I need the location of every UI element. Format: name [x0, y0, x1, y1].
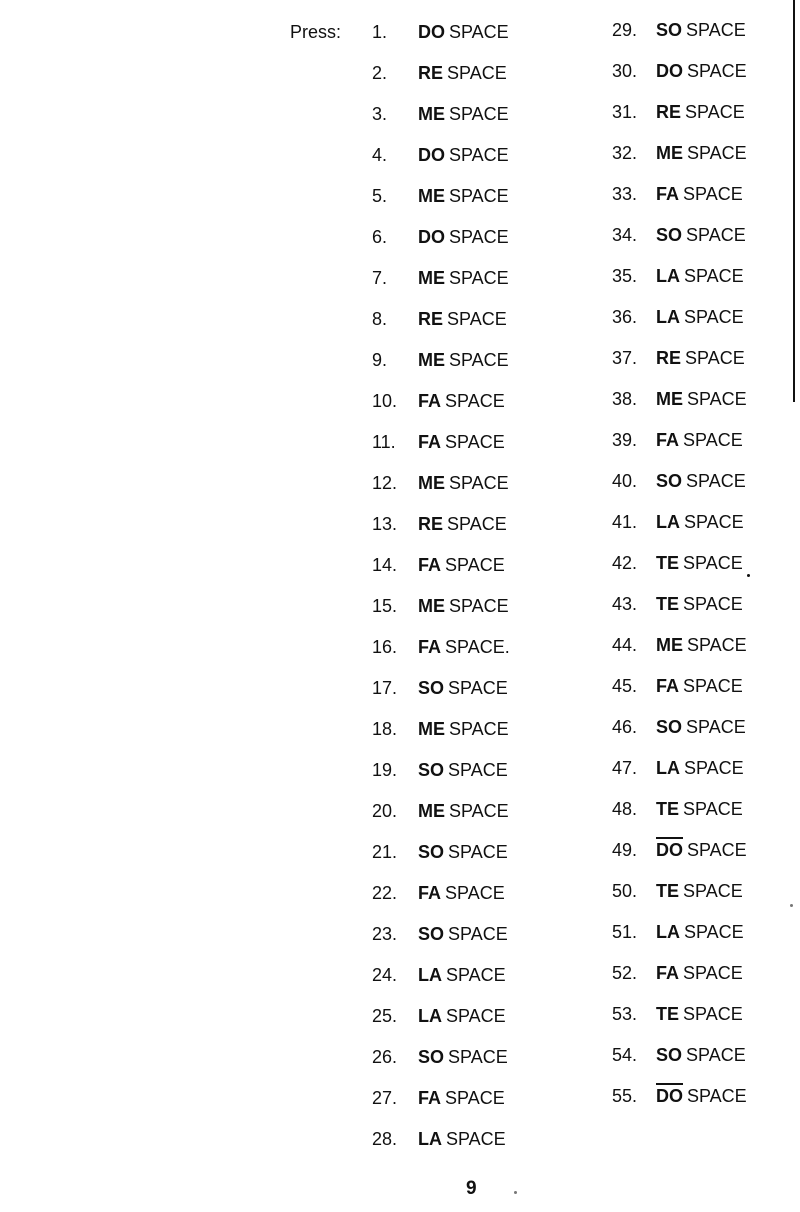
note-name: SO: [418, 1047, 445, 1067]
key-instruction: SPACE: [446, 1006, 506, 1026]
step-number: 55.: [612, 1086, 638, 1106]
step-number: 17.: [372, 678, 398, 698]
note-step: [612, 922, 747, 963]
key-instruction: SPACE: [449, 350, 509, 370]
note-name: ME: [418, 719, 445, 739]
key-instruction: SPACE: [686, 717, 746, 737]
note-name: SO: [418, 678, 445, 698]
note-name-high: DO: [656, 840, 683, 860]
step-number: 29.: [612, 20, 638, 40]
note-name: SO: [656, 1045, 683, 1065]
note-step: [612, 307, 747, 348]
key-instruction: SPACE: [687, 389, 747, 409]
step-number: 19.: [372, 760, 398, 780]
step-number: 34.: [612, 225, 638, 245]
note-step: [612, 61, 747, 102]
note-name: RE: [418, 309, 444, 329]
note-step: [372, 883, 510, 924]
note-name: RE: [656, 348, 682, 368]
step-number: 7.: [372, 268, 388, 288]
note-step: [372, 350, 510, 391]
key-instruction: SPACE: [684, 512, 744, 532]
note-name: RE: [418, 63, 444, 83]
note-name: FA: [418, 391, 442, 411]
note-name: FA: [418, 555, 442, 575]
note-step: [372, 801, 510, 842]
key-instruction: SPACE: [683, 676, 743, 696]
note-step: [612, 184, 747, 225]
step-number: 53.: [612, 1004, 638, 1024]
note-name: LA: [418, 965, 442, 985]
speck-mark: [514, 1191, 517, 1194]
key-instruction: SPACE: [445, 883, 505, 903]
note-name: LA: [656, 922, 680, 942]
step-number: 18.: [372, 719, 398, 739]
key-instruction: SPACE: [687, 635, 747, 655]
key-instruction: SPACE: [686, 225, 746, 245]
key-instruction: SPACE: [449, 22, 509, 42]
step-number: 50.: [612, 881, 638, 901]
note-name: TE: [656, 1004, 680, 1024]
note-step: [612, 758, 747, 799]
key-instruction: SPACE: [446, 1129, 506, 1149]
key-instruction: SPACE: [687, 1086, 747, 1106]
note-name: ME: [418, 473, 445, 493]
step-number: 52.: [612, 963, 638, 983]
note-step: [372, 63, 510, 104]
step-number: 24.: [372, 965, 398, 985]
note-step: [372, 596, 510, 637]
key-instruction: SPACE: [686, 1045, 746, 1065]
key-instruction: SPACE: [683, 1004, 743, 1024]
note-name: FA: [656, 676, 680, 696]
key-instruction: SPACE: [445, 1088, 505, 1108]
step-number: 21.: [372, 842, 398, 862]
note-step: [372, 965, 510, 1006]
note-name: DO: [418, 22, 445, 42]
note-name: SO: [418, 842, 445, 862]
note-step: [612, 430, 747, 471]
key-instruction: SPACE: [687, 840, 747, 860]
note-name: FA: [418, 637, 442, 657]
step-number: 23.: [372, 924, 398, 944]
note-step: [372, 432, 510, 473]
key-instruction: SPACE: [445, 555, 505, 575]
step-number: 28.: [372, 1129, 398, 1149]
step-number: 14.: [372, 555, 398, 575]
note-name: ME: [418, 350, 445, 370]
note-name: FA: [418, 1088, 442, 1108]
note-step: [372, 1088, 510, 1129]
key-instruction: SPACE: [684, 922, 744, 942]
note-step: [612, 1004, 747, 1045]
note-step: [612, 963, 747, 1004]
step-number: 22.: [372, 883, 398, 903]
key-instruction: SPACE: [683, 553, 743, 573]
note-step: [612, 799, 747, 840]
note-step: [612, 389, 747, 430]
step-number: 15.: [372, 596, 398, 616]
step-number: 12.: [372, 473, 398, 493]
step-number: 25.: [372, 1006, 398, 1026]
note-name: ME: [656, 635, 683, 655]
note-name: SO: [656, 717, 683, 737]
note-step: [372, 186, 510, 227]
note-name-high: DO: [656, 1086, 683, 1106]
key-instruction: SPACE: [448, 678, 508, 698]
step-number: 3.: [372, 104, 388, 124]
key-instruction: SPACE: [684, 307, 744, 327]
note-step: [372, 309, 510, 350]
note-step: [612, 881, 747, 922]
key-instruction: SPACE: [683, 881, 743, 901]
key-instruction: SPACE.: [445, 637, 510, 657]
note-step: [612, 676, 747, 717]
key-instruction: SPACE: [687, 61, 747, 81]
step-number: 30.: [612, 61, 638, 81]
note-name: TE: [656, 553, 680, 573]
key-instruction: SPACE: [449, 227, 509, 247]
note-step: [372, 104, 510, 145]
note-name: DO: [418, 145, 445, 165]
note-name: LA: [656, 758, 680, 778]
note-name: DO: [418, 227, 445, 247]
note-name: TE: [656, 881, 680, 901]
step-number: 5.: [372, 186, 388, 206]
press-label: Press:: [290, 22, 342, 42]
note-step: [372, 1006, 510, 1047]
key-instruction: SPACE: [445, 432, 505, 452]
step-number: 26.: [372, 1047, 398, 1067]
note-name: LA: [656, 512, 680, 532]
note-step: [372, 678, 510, 719]
note-step: [612, 594, 747, 635]
note-name: RE: [418, 514, 444, 534]
key-instruction: SPACE: [448, 760, 508, 780]
note-name: SO: [656, 20, 683, 40]
note-step: [372, 555, 510, 596]
step-number: 48.: [612, 799, 638, 819]
note-name: FA: [418, 432, 442, 452]
left-note-column: [372, 22, 510, 1170]
step-number: 13.: [372, 514, 398, 534]
step-number: 32.: [612, 143, 638, 163]
note-name: RE: [656, 102, 682, 122]
key-instruction: SPACE: [448, 924, 508, 944]
note-name: SO: [418, 924, 445, 944]
note-name: DO: [656, 61, 683, 81]
note-name: ME: [418, 104, 445, 124]
step-number: 10.: [372, 391, 398, 411]
step-number: 8.: [372, 309, 388, 329]
note-name: LA: [656, 307, 680, 327]
note-name: LA: [418, 1006, 442, 1026]
note-name: FA: [418, 883, 442, 903]
step-number: 41.: [612, 512, 638, 532]
speck-mark: [747, 574, 750, 577]
step-number: 44.: [612, 635, 638, 655]
note-step: [372, 924, 510, 965]
note-step: [372, 719, 510, 760]
key-instruction: SPACE: [449, 596, 509, 616]
key-instruction: SPACE: [449, 186, 509, 206]
step-number: 4.: [372, 145, 388, 165]
step-number: 1.: [372, 22, 388, 42]
note-step: [372, 22, 510, 63]
key-instruction: SPACE: [447, 309, 507, 329]
right-note-column: [612, 20, 747, 1127]
step-number: 42.: [612, 553, 638, 573]
key-instruction: SPACE: [449, 801, 509, 821]
step-number: 45.: [612, 676, 638, 696]
note-name: SO: [656, 471, 683, 491]
note-step: [612, 471, 747, 512]
note-step: [612, 1045, 747, 1086]
note-name: LA: [418, 1129, 442, 1149]
note-step: [612, 553, 747, 594]
key-instruction: SPACE: [448, 842, 508, 862]
step-number: 9.: [372, 350, 388, 370]
note-name: ME: [418, 596, 445, 616]
note-name: FA: [656, 963, 680, 983]
key-instruction: SPACE: [447, 514, 507, 534]
step-number: 46.: [612, 717, 638, 737]
step-number: 36.: [612, 307, 638, 327]
note-step: [612, 20, 747, 61]
step-number: 33.: [612, 184, 638, 204]
step-number: 38.: [612, 389, 638, 409]
step-number: 49.: [612, 840, 638, 860]
note-step: [372, 514, 510, 555]
note-name: FA: [656, 430, 680, 450]
note-name: ME: [418, 801, 445, 821]
key-instruction: SPACE: [686, 20, 746, 40]
note-step: [372, 473, 510, 514]
key-instruction: SPACE: [683, 963, 743, 983]
note-step: [612, 225, 747, 266]
step-number: 54.: [612, 1045, 638, 1065]
note-step: [612, 1086, 747, 1127]
note-name: ME: [418, 186, 445, 206]
key-instruction: SPACE: [449, 104, 509, 124]
step-number: 35.: [612, 266, 638, 286]
note-step: [372, 391, 510, 432]
note-step: [612, 102, 747, 143]
key-instruction: SPACE: [683, 799, 743, 819]
key-instruction: SPACE: [448, 1047, 508, 1067]
note-step: [372, 227, 510, 268]
key-instruction: SPACE: [684, 758, 744, 778]
step-number: 37.: [612, 348, 638, 368]
key-instruction: SPACE: [449, 473, 509, 493]
note-name: ME: [656, 389, 683, 409]
note-name: FA: [656, 184, 680, 204]
key-instruction: SPACE: [687, 143, 747, 163]
step-number: 27.: [372, 1088, 398, 1108]
key-instruction: SPACE: [447, 63, 507, 83]
key-instruction: SPACE: [446, 965, 506, 985]
page-edge-line: [793, 0, 795, 402]
note-step: [612, 635, 747, 676]
note-step: [612, 512, 747, 553]
key-instruction: SPACE: [684, 266, 744, 286]
step-number: 43.: [612, 594, 638, 614]
key-instruction: SPACE: [449, 145, 509, 165]
key-instruction: SPACE: [683, 430, 743, 450]
note-step: [612, 266, 747, 307]
key-instruction: SPACE: [449, 719, 509, 739]
key-instruction: SPACE: [683, 184, 743, 204]
key-instruction: SPACE: [445, 391, 505, 411]
step-number: 20.: [372, 801, 398, 821]
note-name: TE: [656, 799, 680, 819]
step-number: 40.: [612, 471, 638, 491]
step-number: 11.: [372, 432, 396, 452]
key-instruction: SPACE: [685, 102, 745, 122]
note-step: [372, 1047, 510, 1088]
note-step: [612, 717, 747, 758]
note-name: LA: [656, 266, 680, 286]
note-step: [372, 842, 510, 883]
note-step: [372, 145, 510, 186]
step-number: 51.: [612, 922, 638, 942]
key-instruction: SPACE: [449, 268, 509, 288]
note-name: ME: [656, 143, 683, 163]
step-number: 6.: [372, 227, 388, 247]
note-step: [612, 143, 747, 184]
key-instruction: SPACE: [686, 471, 746, 491]
page-number: 9: [466, 1178, 477, 1199]
note-step: [372, 760, 510, 801]
step-number: 2.: [372, 63, 388, 83]
note-step: [372, 637, 510, 678]
step-number: 39.: [612, 430, 638, 450]
speck-mark: [790, 904, 793, 907]
note-name: ME: [418, 268, 445, 288]
note-step: [612, 840, 747, 881]
note-step: [612, 348, 747, 389]
note-name: TE: [656, 594, 680, 614]
note-step: [372, 268, 510, 309]
key-instruction: SPACE: [683, 594, 743, 614]
note-step: [372, 1129, 510, 1170]
step-number: 47.: [612, 758, 638, 778]
step-number: 31.: [612, 102, 638, 122]
note-name: SO: [418, 760, 445, 780]
step-number: 16.: [372, 637, 398, 657]
key-instruction: SPACE: [685, 348, 745, 368]
note-name: SO: [656, 225, 683, 245]
